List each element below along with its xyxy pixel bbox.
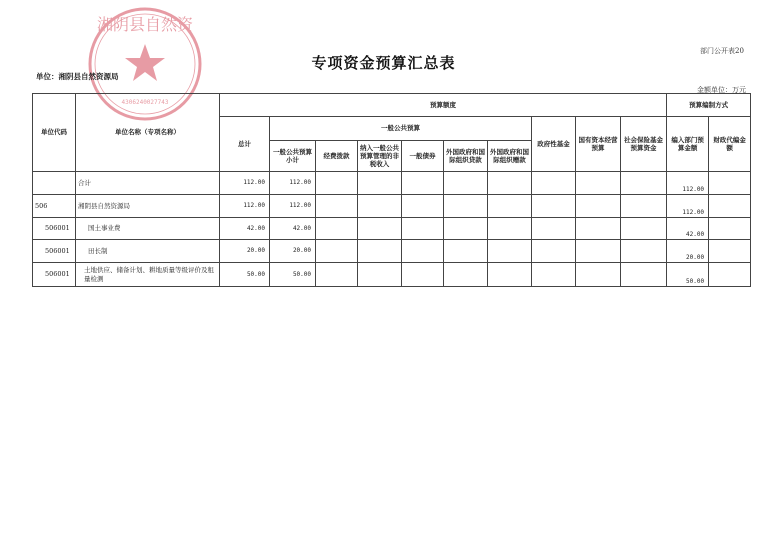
cell-name: 湘阴县自然资源局 — [76, 195, 220, 218]
svg-text:4306240027743: 4306240027743 — [121, 99, 169, 106]
cell-total: 112.00 — [220, 195, 270, 218]
header-foreign-loan: 外国政府和国际组织贷款 — [444, 141, 488, 172]
cell-code: 506001 — [33, 218, 76, 240]
cell-gp-subtotal: 112.00 — [270, 172, 316, 195]
svg-text:湘阴县自然资: 湘阴县自然资 — [96, 15, 194, 34]
table-row — [33, 218, 751, 240]
money-unit-label: 金额单位：万元 — [697, 86, 746, 94]
header-fiscal-agent: 财政代编金额 — [709, 117, 751, 172]
cell-gp-subtotal: 20.00 — [270, 240, 316, 263]
cell-name: 田长制 — [76, 240, 220, 263]
cell-gp-subtotal: 42.00 — [270, 218, 316, 240]
cell-code: 506001 — [33, 240, 76, 263]
budget-summary-table — [32, 93, 751, 287]
header-gp-subtotal: 一般公共预算小计 — [270, 141, 316, 172]
header-non-tax: 纳入一般公共预算管理的非税收入 — [358, 141, 402, 172]
page-title: 专项资金预算汇总表 — [311, 54, 456, 72]
header-general-bond: 一般债券 — [402, 141, 444, 172]
header-general-public: 一般公共预算 — [270, 117, 532, 141]
unit-label: 单位：湘阴县自然资源局 — [36, 72, 119, 81]
header-social-insurance: 社会保险基金预算资金 — [621, 117, 667, 172]
table-row — [33, 240, 751, 263]
cell-dept-amount: 112.00 — [667, 195, 709, 218]
cell-total: 50.00 — [220, 263, 270, 287]
header-foreign-grant: 外国政府和国际组织赠款 — [488, 141, 532, 172]
header-state-capital: 国有资本经营预算 — [576, 117, 621, 172]
cell-dept-amount: 20.00 — [667, 240, 709, 263]
cell-name: 国土事业费 — [76, 218, 220, 240]
cell-dept-amount: 112.00 — [667, 172, 709, 195]
table-row — [33, 195, 751, 218]
cell-total: 42.00 — [220, 218, 270, 240]
header-prep-method: 预算编制方式 — [667, 94, 751, 117]
cell-total: 20.00 — [220, 240, 270, 263]
header-unit-name: 单位名称（专项名称） — [76, 94, 220, 172]
cell-name: 合计 — [76, 172, 220, 195]
cell-name: 土地供应、储备计划、耕地质量等级评价及租量检测 — [76, 263, 220, 287]
cell-code: 506001 — [33, 263, 76, 287]
cell-total: 112.00 — [220, 172, 270, 195]
cell-code — [33, 172, 76, 195]
cell-dept-amount: 50.00 — [667, 263, 709, 287]
header-unit-code: 单位代码 — [33, 94, 76, 172]
header-gov-fund: 政府性基金 — [532, 117, 576, 172]
header-total: 总计 — [220, 117, 270, 172]
header-funding: 经费拨款 — [316, 141, 358, 172]
cell-dept-amount: 42.00 — [667, 218, 709, 240]
cell-gp-subtotal: 112.00 — [270, 195, 316, 218]
header-dept-amount: 编入部门预算金额 — [667, 117, 709, 172]
form-code: 部门公开表20 — [700, 47, 744, 55]
cell-gp-subtotal: 50.00 — [270, 263, 316, 287]
table-row — [33, 172, 751, 195]
cell-code: 506 — [33, 195, 76, 218]
table-row — [33, 263, 751, 287]
header-budget-amount: 预算额度 — [220, 94, 667, 117]
